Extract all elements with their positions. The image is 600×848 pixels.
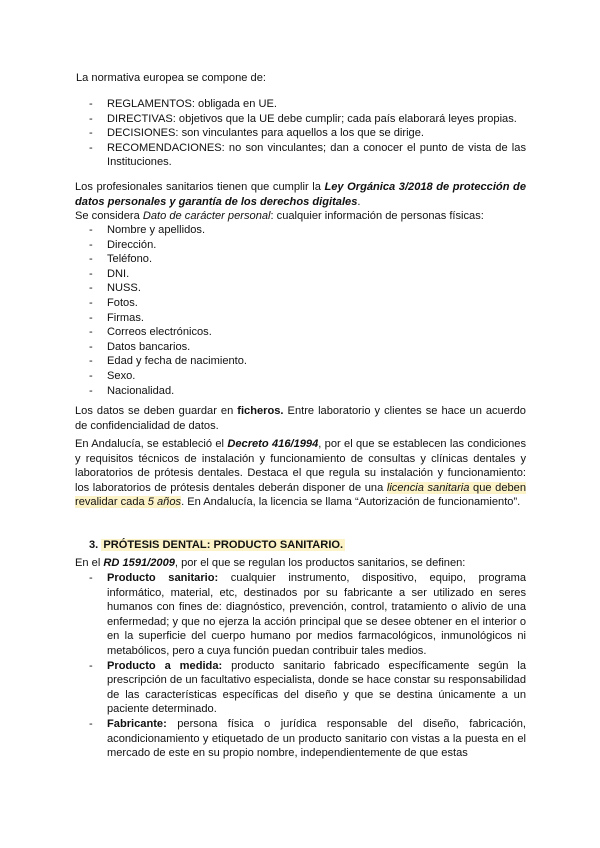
ley-prefix: Los profesionales sanitarios tienen que cumplir la [75, 181, 325, 193]
rd-name: RD 1591/2009 [103, 557, 175, 569]
andalucia-p3: . En Andalucía, la licencia se llama “Autorización de funcionamiento”. [181, 496, 521, 509]
section-title: PRÓTESIS DENTAL: PRODUCTO SANITARIO. [103, 539, 344, 551]
rd-paragraph [75, 556, 535, 571]
list-item: - DECISIONES: son vinculantes para aquellos a los que se dirige. [73, 126, 526, 141]
ley-suffix: . [357, 195, 361, 208]
storage-prefix: Los datos se deben guardar en [75, 405, 238, 417]
list-item: - Fotos. [73, 296, 526, 311]
andalucia-p2: , por el que se establecen las condiciones y requisitos técnicos de instalación y funcionamiento de consultas y clínicas dentales y laboratorios de prótesis dentales. Destaca el que regula su instalación y funcionamiento: los laboratorios de prótesis dentales deberán disponer de una [75, 438, 526, 494]
list-item: - Dirección. [73, 238, 526, 253]
definition-text: persona física o jurídica responsable del diseño, fabricación, acondicionamiento y etiquetado de un producto sanitario con vistas a la puesta en el mercado de este en su propio nombre, independientemente de que estas [107, 717, 526, 760]
definitions-list [73, 571, 526, 761]
definition-term: Producto a medida: [107, 659, 223, 672]
section-number: 3. [89, 539, 99, 551]
list-item: - Firmas. [73, 311, 526, 326]
list-item: - Datos bancarios. [73, 340, 526, 355]
storage-bold: ficheros. [237, 405, 284, 417]
list-item: - DNI. [73, 267, 526, 282]
list-item: - Correos electrónicos. [73, 325, 526, 340]
definition-item [73, 571, 526, 659]
definition-term: Producto sanitario: [107, 572, 219, 584]
definition-text: cualquier instrumento, dispositivo, equipo, programa informático, material, etc, destinados por su fabricante a ser utilizado en seres humanos con fines de: diagnóstico, prevención, control, tratamiento o alivio de una enfermedad; y que no ejerza la acción principal que se desee obtener en el interior o en la superficie del cuerpo humano por medios farmacológicos, inmunológicos ni metabólicos, pero a cuya función puedan contribuir tales medios. [107, 572, 526, 657]
rd-suffix: , por el que se regulan los productos sanitarios, se definen: [174, 557, 466, 569]
personal-data-suffix: : cualquier información de personas físicas: [270, 210, 484, 222]
intro-text: La normativa europea se compone de: [76, 72, 266, 84]
definition-item [73, 659, 526, 717]
storage-paragraph [75, 404, 526, 433]
ley-paragraph [75, 180, 526, 209]
rd-prefix: En el [75, 557, 104, 569]
list-item: - Nacionalidad. [73, 384, 526, 399]
list-item: - RECOMENDACIONES: no son vinculantes; dan a conocer el punto de vista de las Instituciones. [73, 141, 526, 170]
list-item: - REGLAMENTOS: obligada en UE. [73, 97, 526, 112]
list-item: - Teléfono. [73, 252, 526, 267]
list-item: - Nombre y apellidos. [73, 223, 526, 238]
decree-name: Decreto 416/1994 [227, 438, 319, 450]
personal-data-intro [75, 209, 535, 224]
definition-item [73, 717, 526, 761]
eu-norms-list [73, 97, 526, 170]
personal-data-list [73, 223, 526, 398]
revalidar-highlight: que deben revalidar cada [75, 481, 526, 509]
personal-data-term: Dato de carácter personal [142, 210, 271, 222]
definition-term: Fabricante: [107, 717, 167, 730]
licencia-highlight: licencia sanitaria [386, 481, 470, 494]
definition-text: producto sanitario fabricado específicamente según la prescripción de un facultativo especialista, donde se hace constar su responsabilidad de las características específicas del diseño y que se destina únicamente a un paciente determinado. [107, 659, 526, 716]
andalucia-paragraph [75, 437, 526, 510]
list-item: - Sexo. [73, 369, 526, 384]
list-item: - Edad y fecha de nacimiento. [73, 354, 526, 369]
storage-suffix: Entre laboratorio y clientes se hace un acuerdo de confidencialidad de datos. [75, 405, 526, 432]
andalucia-p1: En Andalucía, se estableció el [75, 438, 228, 450]
years-highlight: 5 años [147, 496, 182, 509]
personal-data-prefix: Se considera [75, 210, 143, 222]
list-item: - NUSS. [73, 281, 526, 296]
list-item: - DIRECTIVAS: objetivos que la UE debe cumplir; cada país elaborará leyes propias. [73, 112, 526, 127]
ley-name: Ley Orgánica 3/2018 de protección de datos personales y garantía de los derechos digitales [75, 181, 526, 208]
section-heading [89, 538, 529, 553]
